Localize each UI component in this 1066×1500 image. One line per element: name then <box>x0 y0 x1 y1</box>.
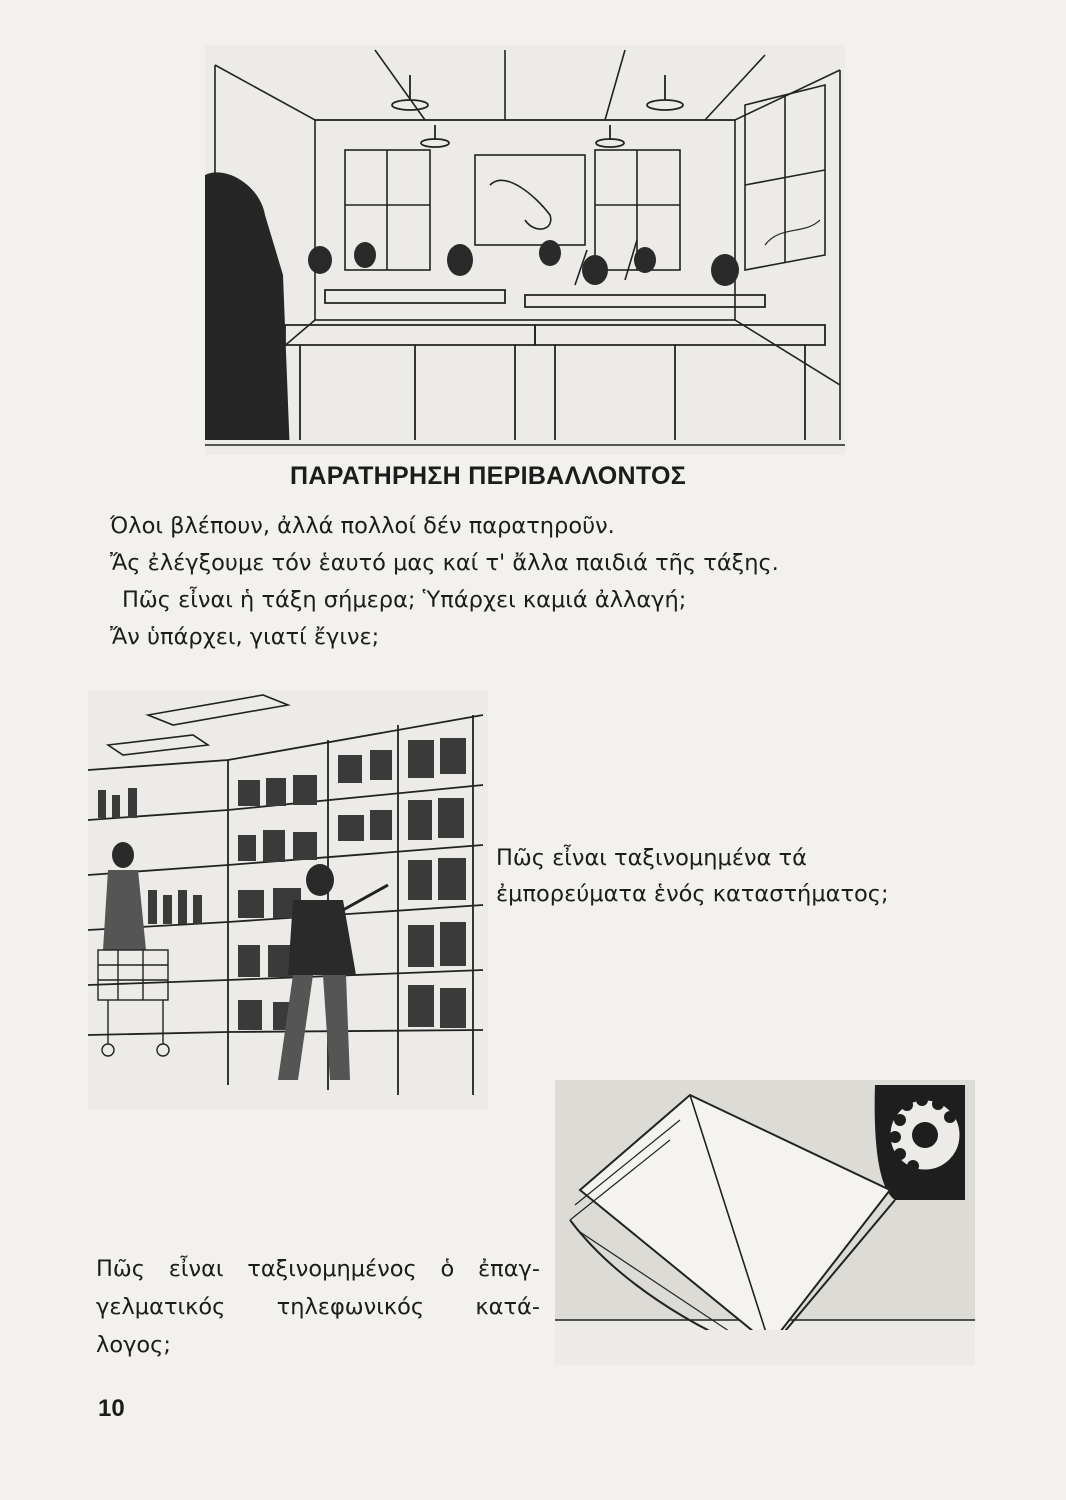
store-caption-line-2: ἐμπορεύματα ἑνός καταστήματος; <box>496 881 889 907</box>
phonebook-caption-line-1: Πῶς εἶναι ταξινομημένος ὁ ἐπαγ- <box>96 1256 540 1282</box>
phonebook-caption-line-3: λογος; <box>96 1332 171 1358</box>
phonebook-illustration <box>555 1080 975 1365</box>
phonebook-caption-line-2: γελματικός τηλεφωνικός κατά- <box>96 1294 540 1320</box>
intro-text <box>110 508 779 656</box>
intro-line-2: Ἄς ἐλέγξουμε τόν ἑαυτό μας καί τ' ἄλλα παιδιά τῆς τάξης. <box>110 550 779 576</box>
store-caption-line-1: Πῶς εἶναι ταξινομημένα τά <box>496 845 807 871</box>
intro-line-3: Πῶς εἶναι ἡ τάξη σήμερα; Ὑπάρχει καμιά ἀλλαγή; <box>122 587 687 613</box>
intro-line-4: Ἄν ὑπάρχει, γιατί ἔγινε; <box>110 624 380 650</box>
section-heading: ΠΑΡΑΤΗΡΗΣΗ ΠΕΡΙΒΑΛΛΟΝΤΟΣ <box>290 462 687 490</box>
store-shelves-illustration <box>88 690 488 1110</box>
store-caption <box>496 840 889 912</box>
intro-line-1: Όλοι βλέπουν, ἀλλά πολλοί δέν παρατηροῦν. <box>110 513 615 539</box>
page-number: 10 <box>98 1395 125 1422</box>
classroom-illustration <box>205 45 845 455</box>
phonebook-caption <box>96 1250 540 1364</box>
